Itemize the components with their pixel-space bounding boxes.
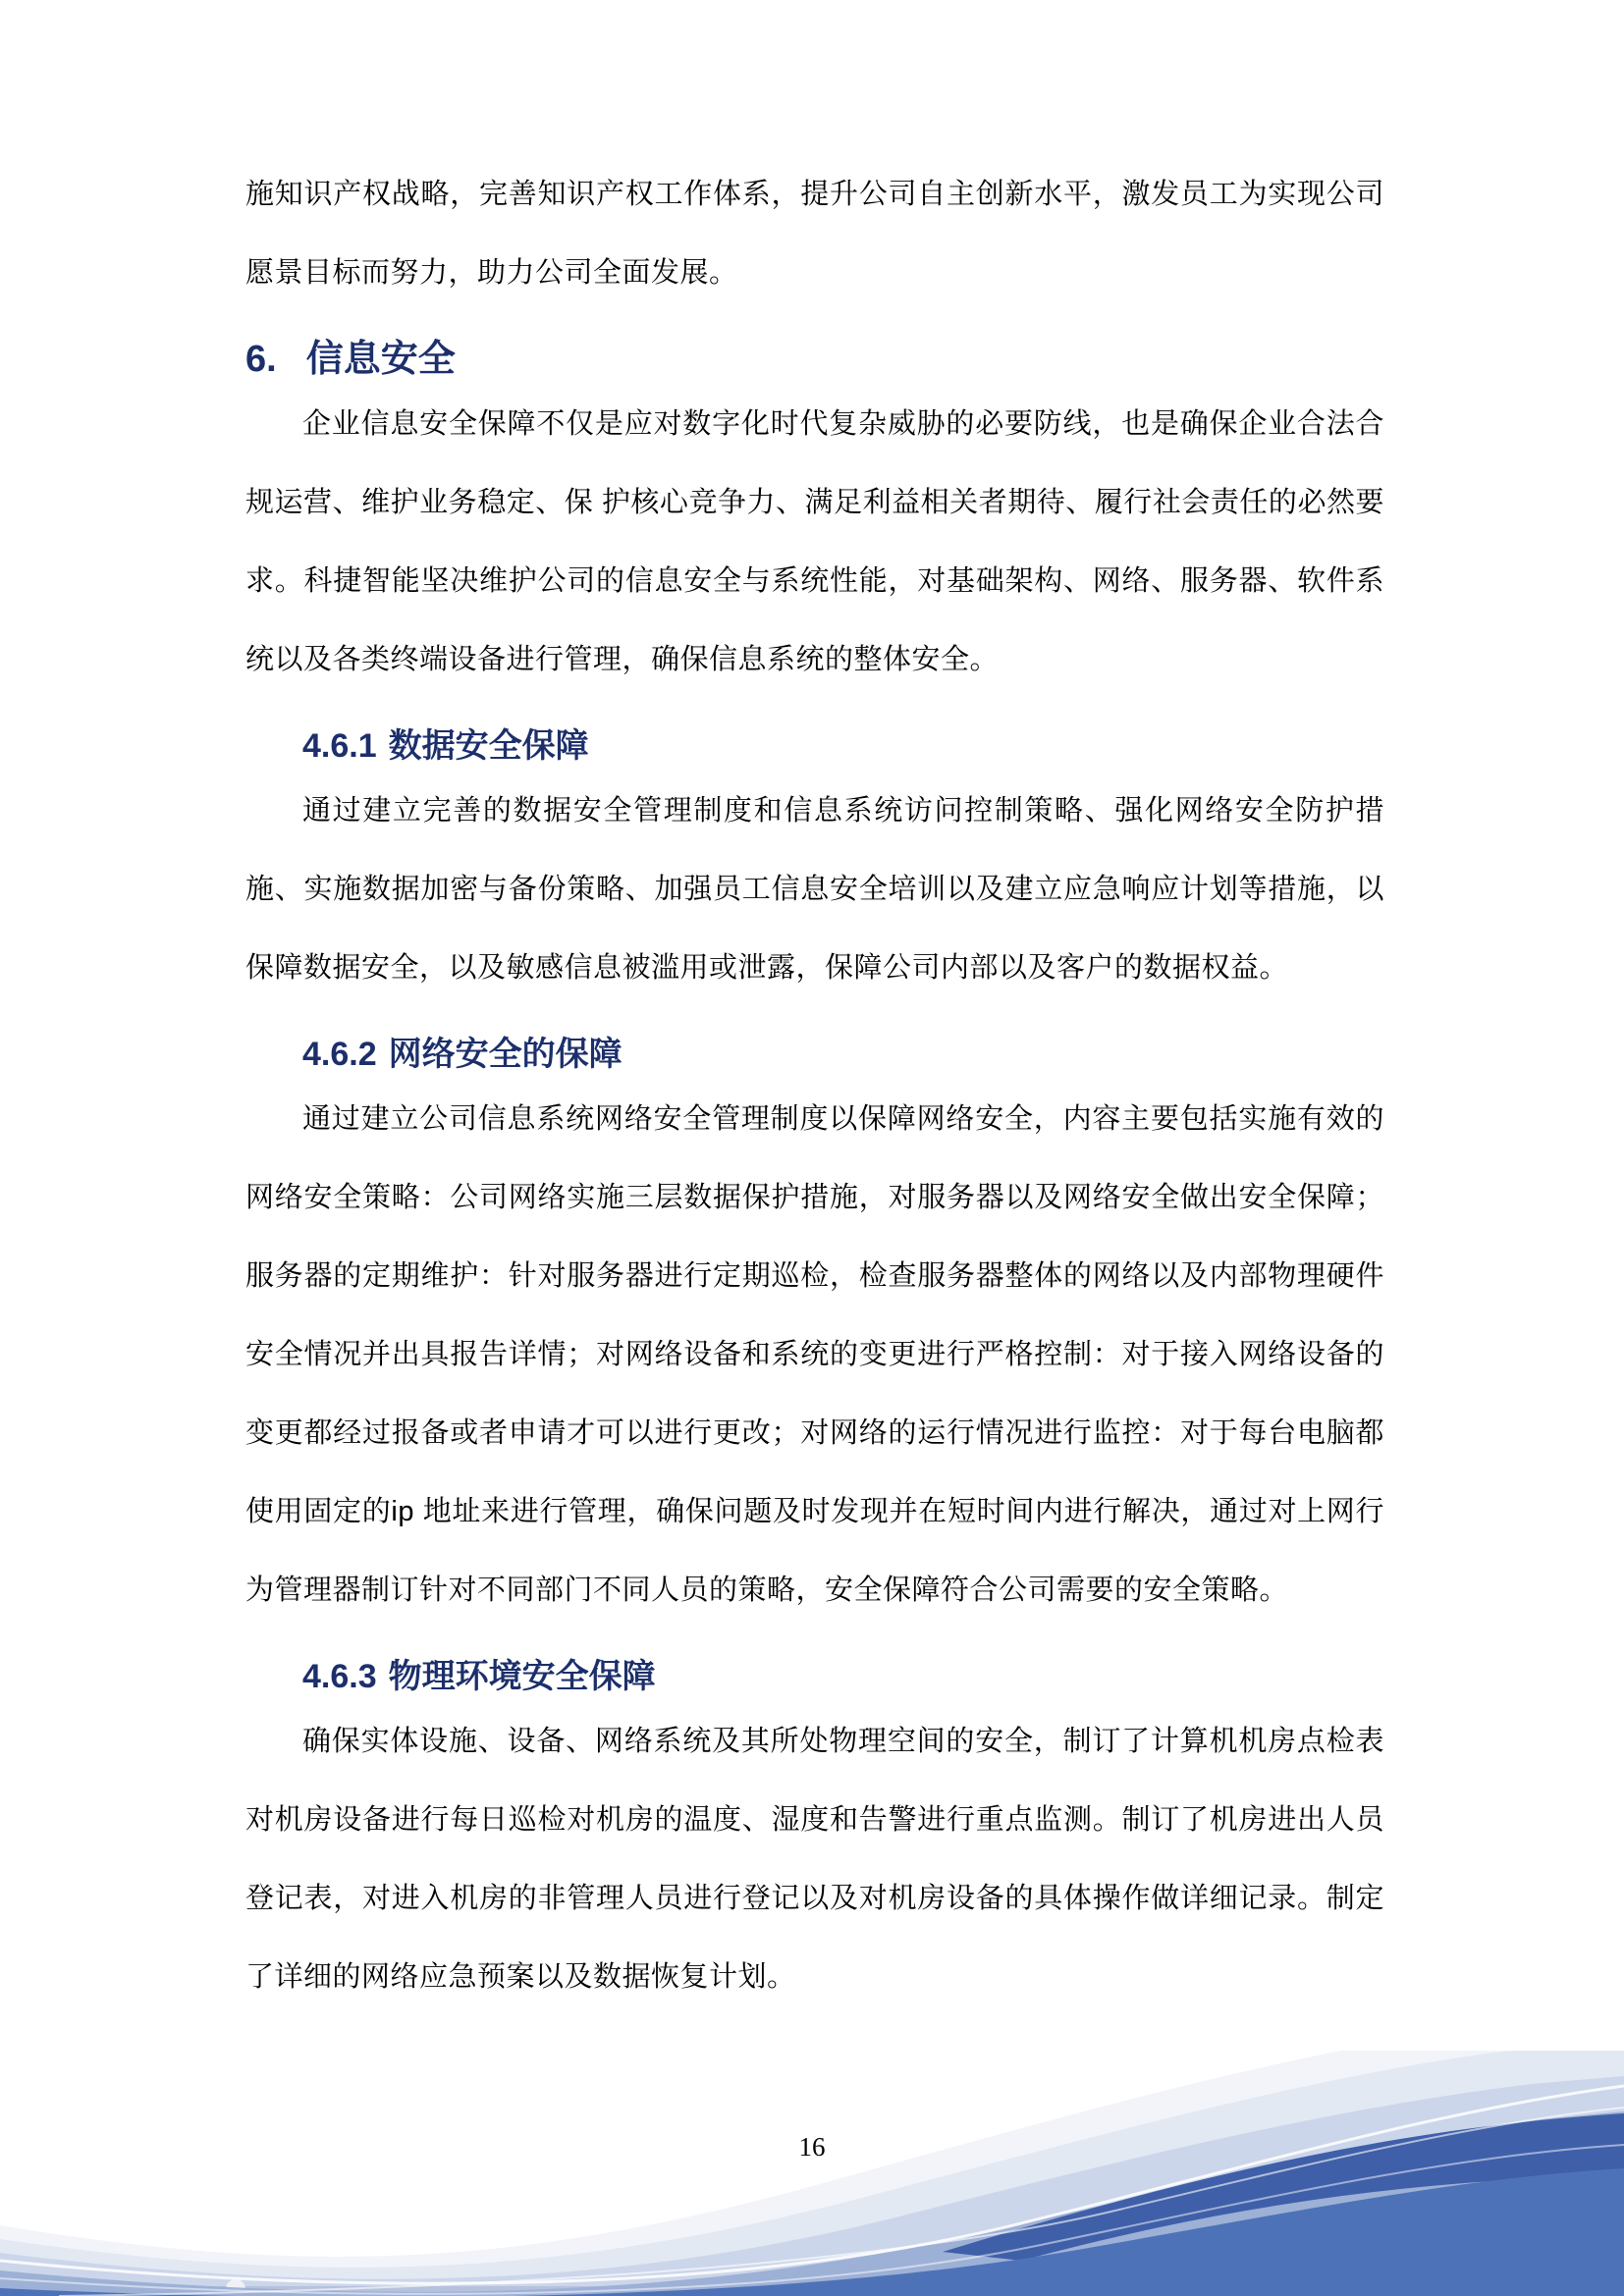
subsection-heading-data-security [302,721,1384,772]
subsection-paragraph-physical-security: 确保实体设施、设备、网络系统及其所处物理空间的安全，制订了计算机机房点检表对机房设备进行每日巡检对机房的温度、湿度和告警进行重点监测。制订了机房进出人员登记表，对进入机房的非管理人员进行登记以及对机房设备的具体操作做详细记录。制定了详细的网络应急预案以及数据恢复计划。 [245,1726,1384,1993]
subsection-paragraph-network-security: 通过建立公司信息系统网络安全管理制度以保障网络安全，内容主要包括实施有效的网络安全策略：公司网络实施三层数据保护措施，对服务器以及网络安全做出安全保障；服务器的定期维护：针对服务器进行定期巡检，检查服务器整体的网络以及内部物理硬件安全情况并出具报告详情；对网络设备和系统的变更进行严格控制：对于接入网络设备的变更都经过报备或者申请才可以进行更改；对网络的运行情况进行监控：对于每台电脑都使用固定的ip 地址来进行管理，确保问题及时发现并在短时间内进行解决，通过对上网行为管理器制订针对不同部门不同人员的策略，安全保障符合公司需要的安全策略。 [245,1103,1384,1606]
page-number: 16 [798,2132,826,2162]
footer-wave-graphic [0,2051,1624,2296]
subsection-paragraph-data-security: 通过建立完善的数据安全管理制度和信息系统访问控制策略、强化网络安全防护措施、实施数据加密与备份策略、加强员工信息安全培训以及建立应急响应计划等措施，以保障数据安全，以及敏感信息被滥用或泄露，保障公司内部以及客户的数据权益。 [245,795,1384,984]
section-heading-information-security [245,334,1384,385]
intro-continuation-paragraph: 施知识产权战略，完善知识产权工作体系，提升公司自主创新水平，激发员工为实现公司愿景目标而努力，助力公司全面发展。 [245,179,1384,289]
page-content [245,0,1384,2016]
section-title: 信息安全 [305,339,456,380]
subsection-title: 数据安全保障 [388,727,589,765]
subsection-heading-network-security [302,1029,1384,1080]
subsection-number: 4.6.1 [302,727,377,765]
subsection-title: 网络安全的保障 [388,1036,623,1073]
subsection-title: 物理环境安全保障 [388,1658,656,1695]
section-number: 6. [245,339,277,380]
subsection-heading-physical-security [302,1651,1384,1702]
subsection-number: 4.6.2 [302,1036,377,1073]
section-intro-paragraph: 企业信息安全保障不仅是应对数字化时代复杂威胁的必要防线，也是确保企业合法合规运营、维护业务稳定、保 护核心竞争力、满足利益相关者期待、履行社会责任的必然要求。科捷智能坚决维护公司的信息安全与系统性能，对基础架构、网络、服务器、软件系统以及各类终端设备进行管理，确保信息系统的整体安全。 [245,408,1384,675]
subsection-number: 4.6.3 [302,1658,377,1695]
